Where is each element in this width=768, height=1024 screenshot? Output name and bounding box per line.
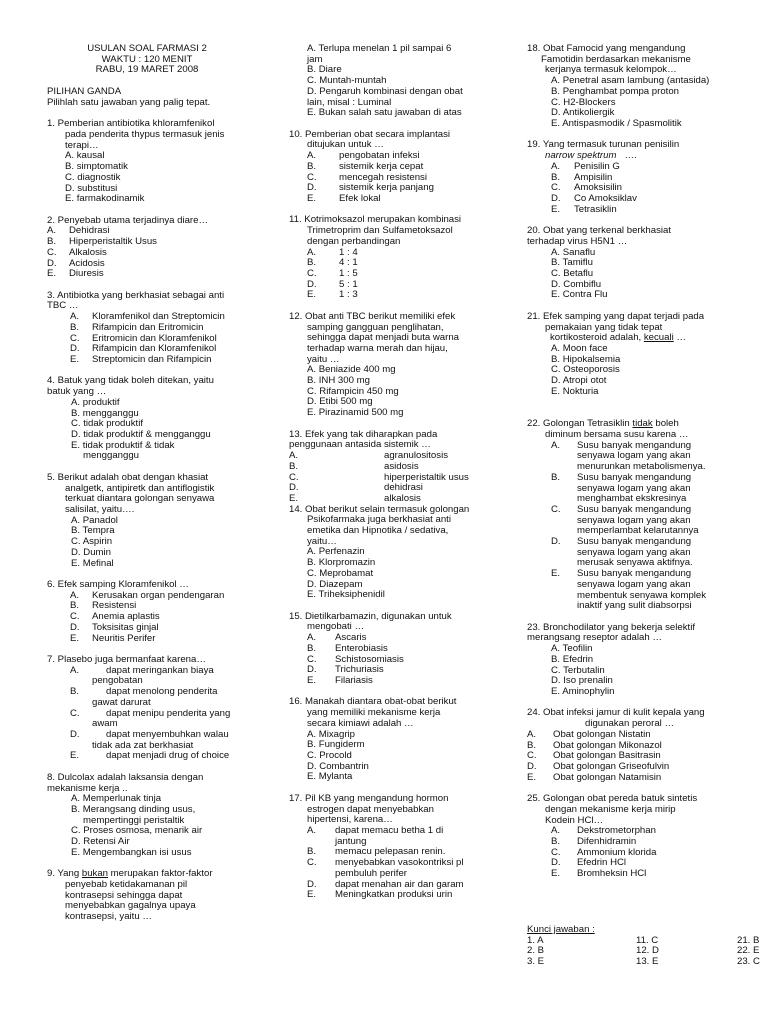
question-stem: 15. Dietilkarbamazin, digunakan untuk — [289, 610, 452, 622]
answer-option: mempertinggi peristaltik — [83, 814, 185, 826]
answer-option: C. Ammonium klorida — [551, 846, 657, 858]
question-1 — [47, 119, 283, 205]
question-stem: 23. Bronchodilator yang bekerja selektif — [527, 621, 695, 633]
question-21 — [527, 312, 768, 398]
question-stem: sehingga dapat menjadi buta warna — [307, 332, 460, 344]
answer-option: B. Susu banyak mengandung — [551, 471, 692, 483]
answer-option: memperlambat kelarutannya — [577, 525, 699, 537]
question-stem: kerjanya termasuk kelompok… — [545, 64, 677, 76]
answer-option: B. Tamiflu — [551, 257, 593, 269]
question-stem: penyebab ketidakamanan pil — [65, 878, 188, 890]
question-stem: dengan perbandingan — [307, 235, 401, 247]
answer-option: A. Penisilin G — [551, 160, 620, 172]
answer-option: B. Rifampicin dan Eritromicin — [70, 321, 204, 333]
question-stem: emetika dan Hipnotika / sedativa, — [307, 525, 449, 537]
question-stem: 22. Golongan Tetrasiklin tidak boleh — [527, 418, 679, 430]
answer-option: C. Aspirin — [71, 536, 113, 548]
answer-option: A. Kerusakan organ pendengaran — [70, 589, 225, 601]
answer-option: E. Meningkatkan produksi urin — [307, 889, 453, 901]
answer-option: tidak ada zat berkhasiat — [92, 739, 194, 751]
answer-option: jantung — [335, 835, 367, 847]
answer-option: jam — [307, 53, 323, 65]
question-15 — [289, 612, 514, 687]
question-stem: merangsang reseptor adalah … — [527, 632, 662, 644]
answer-option: C. Terbutalin — [551, 664, 605, 676]
answer-option: E. Tetrasiklin — [551, 203, 617, 215]
answer-option: C. diagnostik — [65, 171, 121, 183]
answer-option: D. sistemik kerja panjang — [307, 182, 434, 194]
answer-option: C. Anemia aplastis — [70, 611, 160, 623]
question-10 — [289, 130, 514, 205]
answer-key-title: Kunci jawaban : — [527, 924, 595, 935]
answer-option: pembuluh perifer — [335, 867, 407, 879]
answer-option: C. Eritromicin dan Kloramfenikol — [70, 332, 217, 344]
answer-option: A. Penetral asam lambung (antasida) — [551, 75, 710, 87]
question-16 — [289, 697, 514, 783]
question-18 — [527, 44, 768, 130]
answer-option: C. hiperperistaltik usus — [289, 471, 469, 483]
question-stem: yaitu… — [307, 535, 337, 547]
answer-option: C. Muntah-muntah — [307, 75, 387, 87]
question-8 — [47, 773, 283, 859]
answer-option: B. Penghambat pompa proton — [551, 85, 680, 97]
answer-option: B. Obat golongan Mikonazol — [527, 739, 662, 751]
answer-option: B. 4 : 1 — [307, 257, 358, 269]
answer-option: D. Susu banyak mengandung — [551, 536, 692, 548]
answer-option: D. Dumin — [71, 546, 111, 558]
question-stem: mengobati … — [307, 621, 365, 633]
column-3 — [527, 44, 768, 891]
answer-option: B. simptomatik — [65, 161, 128, 173]
answer-option: D. Obat golongan Griseofulvin — [527, 760, 670, 772]
answer-option: C. Susu banyak mengandung — [551, 503, 692, 515]
answer-option: B. Resistensi — [70, 600, 137, 612]
question-stem: 14. Obat berikut selain termasuk golongan — [289, 503, 470, 515]
question-stem: 17. Pil KB yang mengandung hormon — [289, 792, 449, 804]
question-stem: Kodein HCl… — [545, 814, 604, 826]
question-stem: 2. Penyebab utama terjadinya diare… — [47, 214, 209, 226]
question-stem: dengan mekanisme kerja mirip — [545, 803, 676, 815]
question-6 — [47, 580, 283, 644]
answer-option: D. Co Amoksiklav — [551, 192, 637, 204]
question-stem: 24. Obat infeksi jamur di kulit kepala yang — [527, 707, 705, 719]
question-7 — [47, 655, 283, 762]
answer-option: D. substitusi — [65, 182, 118, 194]
question-stem: Trimetroprim dan Sulfametoksazol — [307, 225, 453, 237]
question-stem: narrow spektrum …. — [545, 150, 637, 162]
question-stem: yaitu … — [307, 353, 340, 365]
question-19 — [527, 140, 768, 215]
answer-option: C. Osteoporosis — [551, 364, 620, 376]
answer-option: C. menyebabkan vasokontriksi pl — [307, 857, 464, 869]
answer-option: pengobatan — [92, 675, 143, 687]
answer-option: E. 1 : 3 — [307, 289, 358, 301]
section-title: PILIHAN GANDA — [47, 86, 122, 98]
question-stem: batuk yang … — [47, 386, 107, 398]
answer-option: D. Atropi otot — [551, 375, 607, 387]
answer-option: B. asidosis — [289, 460, 419, 472]
answer-option: menurunkan metabolismenya. — [577, 461, 706, 473]
question-stem: salisilat, yaitu…. — [65, 504, 135, 515]
answer-option: A. Perfenazin — [307, 546, 365, 558]
answer-option: D. Rifampicin dan Kloramfenikol — [70, 343, 217, 355]
answer-option: C. Procold — [307, 749, 352, 761]
question-stem: 7. Plasebo juga bermanfaat karena… — [47, 654, 206, 666]
answer-option: senyawa logam yang akan — [577, 450, 691, 462]
answer-option: B. mengganggu — [71, 407, 139, 419]
answer-option: A. Dehidrasi — [47, 225, 110, 237]
question-stem: 21. Efek samping yang dapat terjadi pada — [527, 310, 705, 322]
answer-option: A. produktif — [71, 396, 120, 408]
answer-option: B. Difenhidramin — [551, 835, 637, 847]
question-stem: 6. Efek samping Kloramfenikol … — [47, 579, 189, 591]
answer-option: D. Diazepam — [307, 578, 363, 590]
answer-option: C. Alkalosis — [47, 246, 107, 258]
answer-key-row: 1. A 11. C 21. B — [527, 934, 760, 946]
question-stem: 19. Yang termasuk turunan penisilin — [527, 139, 680, 151]
answer-option: E. Mengembangkan isi usus — [71, 846, 192, 858]
answer-option: E. Antispasmodik / Spasmolitik — [551, 117, 682, 129]
answer-option: C. tidak produktif — [71, 418, 143, 430]
question-stem: kortikosteroid adalah, kecuali … — [550, 332, 686, 344]
question-23 — [527, 623, 768, 698]
answer-option: E. Pirazinamid 500 mg — [307, 407, 404, 419]
answer-option: D. dehidrasi — [289, 482, 423, 494]
answer-option: awam — [92, 718, 118, 730]
question-stem: samping gangguan penglihatan, — [307, 321, 444, 333]
answer-option: A. 1 : 4 — [307, 246, 358, 258]
answer-option: merusak senyawa aktifnya. — [577, 557, 693, 569]
answer-option: A. dapat meringankan biaya — [70, 664, 214, 676]
answer-option: E. Efek lokal — [307, 192, 381, 204]
exam-time: WAKTU : 120 MENIT — [101, 53, 193, 65]
question-stem: secara kimiawi adalah … — [307, 717, 414, 729]
answer-option: A. Panadol — [71, 514, 118, 526]
answer-option: B. Efedrin — [551, 653, 594, 665]
answer-option: C. Amoksisilin — [551, 182, 622, 194]
answer-option: E. Streptomicin dan Rifampicin — [70, 353, 212, 365]
question-stem: terhadap virus H5N1 … — [527, 235, 628, 247]
answer-option: B. dapat menolong penderita — [70, 686, 218, 698]
answer-option: D. Iso prenalin — [551, 675, 613, 687]
question-stem: diminum bersama susu karena … — [545, 428, 689, 440]
answer-option: D. Etibi 500 mg — [307, 396, 373, 408]
section-intro — [47, 87, 283, 108]
question-stem: pemakaian yang tidak tepat — [545, 321, 663, 333]
answer-option: D. Antikoliergik — [551, 107, 615, 119]
question-stem: 20. Obat yang terkenal berkhasiat — [527, 225, 671, 237]
answer-option: C. mencegah resistensi — [307, 171, 427, 183]
answer-option: D. Pengaruh kombinasi dengan obat — [307, 85, 463, 97]
answer-option: E. Diuresis — [47, 268, 104, 280]
question-stem: 10. Pemberian obat secara implantasi — [289, 128, 451, 140]
answer-option: E. Mefinal — [71, 557, 114, 569]
answer-option: B. Enterobiasis — [307, 642, 388, 654]
answer-option: B. Fungiderm — [307, 739, 365, 751]
question-3 — [47, 291, 283, 366]
answer-option: mengganggu — [83, 450, 140, 462]
answer-option: menghambat ekskresinya — [577, 493, 687, 505]
answer-option: C. Rifampicin 450 mg — [307, 385, 399, 397]
answer-option: E. farmakodinamik — [65, 193, 145, 205]
answer-option: E. Aminophylin — [551, 685, 615, 697]
question-stem: analgetk, antipiretk dan antiflogistik — [65, 482, 215, 494]
question-stem: 13. Efek yang tak diharapkan pada — [289, 428, 438, 440]
question-stem: mekanisme kerja .. — [47, 782, 128, 794]
question-9-options — [289, 44, 514, 119]
answer-option: E. Mylanta — [307, 771, 353, 783]
answer-option: B. Hiperperistaltik Usus — [47, 236, 157, 248]
answer-option: A. Mixagrip — [307, 728, 355, 740]
answer-option: A. Obat golongan Nistatin — [527, 728, 651, 740]
answer-option: E. Neuritis Perifer — [70, 632, 156, 644]
answer-option: A. Teofilin — [551, 643, 593, 655]
answer-option: senyawa logam yang akan — [577, 578, 691, 590]
question-22 — [527, 419, 768, 612]
answer-option: B. INH 300 mg — [307, 375, 370, 387]
answer-option: E. Triheksiphenidil — [307, 589, 385, 601]
question-stem: Famotidin berdasarkan mekanisme — [541, 53, 691, 65]
answer-option: gawat darurat — [92, 696, 151, 708]
answer-option: C. Schistosomiasis — [307, 653, 404, 665]
question-stem: 12. Obat anti TBC berikut memiliki efek — [289, 310, 456, 322]
answer-option: B. Klorpromazin — [307, 557, 376, 569]
question-9 — [47, 869, 283, 923]
question-stem: 16. Manakah diantara obat-obat berikut — [289, 696, 457, 708]
question-stem: terapi… — [65, 139, 99, 151]
answer-option: D. Toksisitas ginjal — [70, 621, 159, 633]
answer-option: A. Dekstrometorphan — [551, 825, 656, 837]
answer-option: C. Betaflu — [551, 267, 594, 279]
answer-option: D. Retensi Air — [71, 836, 130, 848]
question-25 — [527, 794, 768, 880]
answer-option: E. Obat golongan Natamisin — [527, 771, 662, 783]
answer-option: B. Merangsang dinding usus, — [71, 803, 196, 815]
answer-option: E. tidak produktif & tidak — [71, 439, 175, 451]
answer-option: lain, misal : Luminal — [307, 96, 392, 108]
question-stem: 4. Batuk yang tidak boleh ditekan, yaitu — [47, 375, 214, 387]
answer-key — [527, 925, 768, 968]
answer-option: E. Bromheksin HCl — [551, 868, 647, 880]
question-12 — [289, 312, 514, 419]
answer-option: A. agranulositosis — [289, 450, 448, 462]
answer-option: E. Nokturia — [551, 385, 599, 397]
question-4 — [47, 376, 283, 462]
answer-option: A. dapat memacu betha 1 di — [307, 824, 444, 836]
answer-option: C. Obat golongan Basitrasin — [527, 750, 661, 762]
question-stem: 1. Pemberian antibiotika khloramfenikol — [47, 118, 215, 130]
answer-option: C. dapat menipu penderita yang — [70, 707, 231, 719]
answer-option: senyawa logam yang akan — [577, 546, 691, 558]
question-stem: digunakan peroral … — [585, 718, 675, 730]
answer-key-row: 2. B 12. D 22. E — [527, 945, 760, 957]
answer-option: E. Susu banyak mengandung — [551, 568, 692, 580]
column-1 — [47, 44, 283, 934]
answer-option: A. Terlupa menelan 1 pil sampai 6 — [307, 43, 452, 54]
answer-option: B. Hipokalsemia — [551, 353, 621, 365]
answer-option: C. 1 : 5 — [307, 267, 358, 279]
answer-option: A. Memperlunak tinja — [71, 793, 162, 805]
answer-option: C. Proses osmosa, menarik air — [71, 825, 203, 837]
answer-option: A. Susu banyak mengandung — [551, 439, 692, 451]
answer-option: A. Moon face — [551, 342, 608, 354]
question-stem: 8. Dulcolax adalah laksansia dengan — [47, 771, 204, 783]
answer-option: senyawa logam yang akan — [577, 482, 691, 494]
answer-option: B. memacu pelepasan renin. — [307, 846, 446, 858]
exam-title: USULAN SOAL FARMASI 2 — [87, 43, 207, 54]
question-stem: 25. Golongan obat pereda batuk sintetis — [527, 793, 698, 805]
question-stem: ditujukan untuk … — [307, 139, 384, 151]
question-17 — [289, 794, 514, 901]
header — [47, 44, 247, 76]
answer-option: E. dapat menjadi drug of choice — [70, 750, 230, 762]
answer-option: D. Efedrin HCl — [551, 857, 627, 869]
answer-option: E. alkalosis — [289, 492, 421, 504]
question-24 — [527, 708, 768, 783]
answer-option: A. Kloramfenikol dan Streptomicin — [70, 311, 225, 323]
answer-option: B. Ampisilin — [551, 171, 613, 183]
question-stem: 5. Berikut adalah obat dengan khasiat — [47, 471, 209, 483]
question-stem: yang memiliki mekanisme kerja — [307, 707, 441, 719]
answer-option: D. Trichuriasis — [307, 664, 384, 676]
question-stem: terkuat diantara golongan senyawa — [65, 493, 215, 505]
answer-option: D. dapat menahan air dan garam — [307, 878, 464, 890]
answer-option: B. Diare — [307, 64, 342, 76]
answer-option: D. 5 : 1 — [307, 278, 358, 290]
answer-option: A. Sanaflu — [551, 246, 596, 258]
answer-option: B. Tempra — [71, 525, 115, 537]
column-2 — [289, 44, 514, 912]
question-14 — [289, 505, 514, 601]
question-stem: 11. Kotrimoksazol merupakan kombinasi — [289, 214, 462, 226]
question-stem: penggunaan antasida sistemik … — [289, 439, 431, 451]
question-13 — [289, 430, 514, 505]
answer-option: D. dapat menyembuhkan walau — [70, 728, 229, 740]
question-stem: menyebabkan gagalnya upaya — [65, 900, 196, 912]
question-2 — [47, 216, 283, 280]
question-11 — [289, 215, 514, 301]
section-instruction: Pilihlah satu jawaban yang palig tepat. — [47, 96, 211, 108]
answer-option: E. Bukan salah satu jawaban di atas — [307, 107, 462, 119]
question-stem: hipertensi, karena… — [307, 814, 393, 826]
answer-option: A. kausal — [65, 150, 105, 162]
answer-option: B. sistemik kerja cepat — [307, 160, 424, 172]
answer-option: C. H2-Blockers — [551, 96, 616, 108]
answer-option: A. Ascaris — [307, 632, 367, 644]
question-stem: 3. Antibiotka yang berkhasiat sebagai anti — [47, 289, 225, 301]
answer-option: senyawa logam yang akan — [577, 514, 691, 526]
answer-option: E. Contra Flu — [551, 289, 608, 301]
answer-option: A. Beniazide 400 mg — [307, 364, 396, 376]
answer-option: C. Meprobamat — [307, 567, 374, 579]
question-stem: TBC … — [47, 300, 79, 312]
answer-key-row: 3. E 13. E 23. C — [527, 956, 760, 968]
answer-option: D. Acidosis — [47, 257, 105, 269]
question-stem: Psikofarmaka juga berkhasiat anti — [307, 514, 451, 526]
answer-option: inaktif yang sulit diabsorpsi — [577, 600, 692, 612]
question-stem: 9. Yang bukan merupakan faktor-faktor — [47, 868, 213, 880]
answer-option: A. pengobatan infeksi — [307, 150, 420, 162]
question-stem: terhadap warna merah dan hijau, — [307, 342, 448, 354]
question-stem: estrogen dapat menyebabkan — [307, 803, 434, 815]
answer-option: D. tidak produktif & mengganggu — [71, 428, 211, 440]
question-5 — [47, 473, 283, 569]
question-stem: pada penderita thypus termasuk jenis — [65, 129, 225, 141]
answer-option: membentuk senyawa komplek — [577, 589, 707, 601]
question-stem: 18. Obat Famocid yang mengandung — [527, 43, 686, 54]
answer-option: D. Combantrin — [307, 760, 369, 772]
question-stem: kontrasepsi sehingga dapat — [65, 889, 183, 901]
question-20 — [527, 226, 768, 301]
answer-option: D. Combiflu — [551, 278, 602, 290]
exam-date: RABU, 19 MARET 2008 — [95, 64, 199, 76]
question-stem: kontrasepsi, yaitu … — [65, 911, 152, 923]
answer-option: E. Filariasis — [307, 674, 373, 686]
